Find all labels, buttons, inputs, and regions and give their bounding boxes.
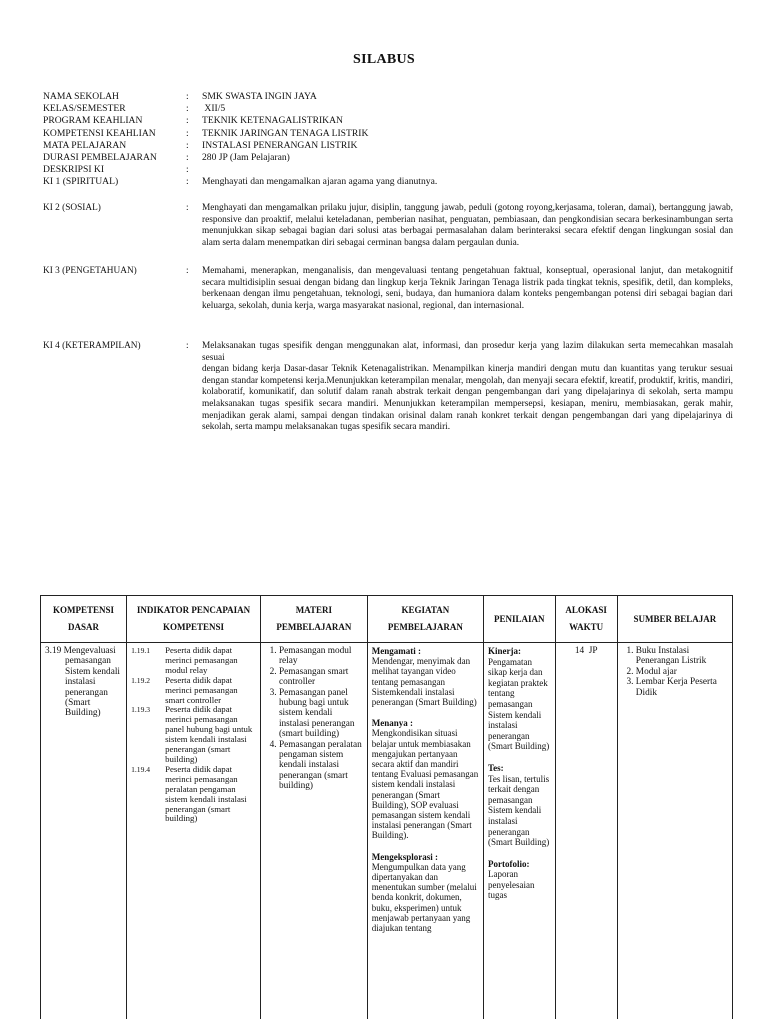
meta-row-subject (43, 140, 733, 152)
header-kegiatan: KEGIATAN PEMBELAJARAN (367, 596, 483, 643)
meta-label: MATA PELAJARAN (43, 139, 127, 151)
kegiatan-heading: Menanya : (371, 718, 414, 729)
header-materi: MATERI PEMBELAJARAN (260, 596, 367, 643)
meta-row-description (43, 164, 733, 176)
meta-colon: : (186, 127, 189, 139)
header-penilaian: PENILAIAN (483, 596, 555, 643)
kegiatan-heading: Mengeksplorasi : (371, 851, 439, 862)
alokasi-value: 14 JP (574, 646, 598, 656)
penilaian-text: Tes lisan, tertulis terkait dengan pemasangan Sistem kendali instalasi penerangan (Smart Building) (487, 773, 550, 848)
ki-text (202, 341, 733, 434)
ki-text: Memahami, menerapkan, menganalisis, dan mengevaluasi tentang pengetahuan faktual, konseptual, operasional lanjut, dan metakognitif secara multidisiplin sesuai dengan bidang dan lingkup kerja Teknik Jaringan Tenaga listrik pada tingkat teknis, spesifik, detil, dan kompleks, berkenaan dengan ilmu pengetahuan, teknologi, seni, budaya, dan humaniora dalam konteks pengembangan potensi diri sebagai bagian dari keluarga, sekolah, dunia kerja, warga masyarakat nasional, regional, dan internasional. (202, 266, 733, 311)
indicator-item (131, 705, 256, 764)
cell-materi (260, 643, 367, 1020)
meta-row-ki1 (43, 176, 733, 188)
indicator-number: 1.19.3 (131, 705, 151, 715)
meta-label: DESKRIPSI KI (43, 164, 105, 176)
syllabus-table (40, 595, 733, 1019)
indicator-item (131, 765, 256, 824)
ki2-section (43, 203, 733, 249)
header-sumber: SUMBER BELAJAR (617, 596, 732, 643)
indicator-number: 1.19.2 (131, 675, 151, 685)
meta-colon: : (186, 103, 189, 115)
indicator-item (131, 646, 256, 676)
meta-label: KELAS/SEMESTER (43, 103, 126, 115)
meta-value: TEKNIK KETENAGALISTRIKAN (202, 115, 343, 127)
meta-value: XII/5 (202, 103, 226, 115)
document-title: SILABUS (352, 52, 416, 67)
kd-text: 3.19 Mengevaluasi pemasangan Sistem kendali instalasi penerangan (Smart Building) (45, 646, 121, 719)
penilaian-heading: Portofolio: (487, 858, 530, 869)
cell-alokasi (555, 643, 617, 1020)
ki-text: Menghayati dan mengamalkan prilaku jujur, disiplin, tanggung jawab, peduli (gotong royong,kerjasama, toleran, damai), bertanggung jawab, responsive dan proaktif, melalui keteladanan, pemberian nasihat, penguatan, pembiasaan, dan pengkondisian secara berkesinambungan serta menunjukkan sikap sebagai bagian dari solusi atas berbagai permasalahan dalam berinteraksi secara efektif dengan lingkungan sosial dan alam serta dalam menempatkan diri sebagai cerminan bangsa dalam pergaulan dunia. (202, 203, 733, 248)
ki-label: KI 2 (SOSIAL) (43, 203, 101, 213)
cell-penilaian (483, 643, 555, 1020)
penilaian-block (488, 859, 551, 901)
materi-list (265, 646, 363, 792)
indicator-number: 1.19.1 (131, 646, 151, 655)
meta-row-competency (43, 128, 733, 140)
meta-section (43, 91, 733, 189)
header-kompetensi-dasar: KOMPETENSI DASAR (41, 596, 127, 643)
penilaian-heading: Tes: (487, 762, 504, 773)
penilaian-block (488, 646, 551, 752)
sumber-item: 2. Modul ajar (636, 667, 728, 677)
penilaian-text: Pengamatan sikap kerja dan kegiatan praktek tentang pemasangan Sistem kendali instalasi penerangan (Smart Building) (487, 656, 550, 752)
ki-label: KI 4 (KETERAMPILAN) (43, 341, 141, 351)
ki4-text-line1: Melaksanakan tugas spesifik dengan menggunakan alat, informasi, dan prosedur kerja yang lazim dilakukan serta memecahkan masalah sesuai (202, 341, 733, 363)
indicator-text: Peserta didik dapat merinci pemasangan panel hubung bagi untuk sistem kendali instalasi penerangan (smart building) (165, 704, 253, 764)
sumber-item: 1. Buku Instalasi Penerangan Listrik (636, 646, 728, 667)
meta-value: Menghayati dan mengamalkan ajaran agama yang dianutnya. (202, 176, 438, 188)
meta-value: TEKNIK JARINGAN TENAGA LISTRIK (202, 127, 369, 139)
ki-label: KI 3 (PENGETAHUAN) (43, 266, 137, 276)
table-row (41, 643, 733, 1020)
meta-label: NAMA SEKOLAH (43, 91, 119, 102)
kegiatan-text: Mengkondisikan situasi belajar untuk membiasakan mengajukan pertanyaan secara aktif dan mandiri tentang Evaluasi pemasangan sistem kendali instalasi penerangan (Smart Building), SOP evaluasi pemasangan sistem kendali instalasi penerangan (Smart Building). (371, 728, 479, 841)
indicator-text: Peserta didik dapat merinci pemasangan peralatan pengaman sistem kendali instalasi penerangan (smart building) (165, 763, 247, 824)
meta-colon: : (186, 152, 189, 164)
meta-colon: : (186, 164, 189, 176)
header-indikator: INDIKATOR PENCAPAIAN KOMPETENSI (127, 596, 261, 643)
kegiatan-text: Mendengar, menyimak dan melihat tayangan video tentang pemasangan Sistemkendali instalasi penerangan (Smart Building) (371, 656, 477, 708)
sumber-item: 3. Lembar Kerja Peserta Didik (636, 677, 728, 698)
meta-label: KI 1 (SPIRITUAL) (43, 176, 119, 188)
meta-colon: : (186, 341, 189, 351)
meta-value: SMK SWASTA INGIN JAYA (202, 91, 317, 102)
penilaian-heading: Kinerja: (487, 646, 521, 656)
materi-item: 4. Pemasangan peralatan pengaman sistem kendali instalasi penerangan (smart building) (279, 740, 363, 792)
header-alokasi: ALOKASI WAKTU (555, 596, 617, 643)
cell-indikator (127, 643, 261, 1020)
kegiatan-block (372, 646, 479, 707)
meta-row-school (43, 91, 733, 103)
meta-colon: : (186, 266, 189, 276)
meta-label: PROGRAM KEAHLIAN (43, 115, 143, 127)
penilaian-block (488, 763, 551, 848)
ki4-text-line2: dengan bidang kerja Dasar-dasar Teknik Ketenagalistrikan. Menampilkan kinerja mandiri dengan mutu dan kuantitas yang terukur sesuai dengan standar kompetensi kerja.Menunjukkan keterampilan menalar, mengolah, dan menyaji secara efektif, kreatif, produktif, kritis, mandiri, kolaboratif, komunikatif, dan solutif dalam ranah abstrak terkait dengan pengembangan dari yang dipelajarinya di sekolah, serta mampu melaksanakan tugas spesifik secara mandiri. Menunjukkan keterampilan mempersepsi, kesiapan, meniru, membiasakan, gerak mahir, menjadikan gerak alami, sampai dengan tindakan orisinal dalam ranah konkret terkait dengan pengembangan dari yang dipelajarinya di sekolah, serta mampu melaksanakan tugas spesifik secara mandiri. (202, 364, 733, 433)
indicator-text: Peserta didik dapat merinci pemasangan modul relay (165, 645, 238, 675)
meta-value: INSTALASI PENERANGAN LISTRIK (202, 139, 358, 151)
penilaian-text: Laporan penyelesaian tugas (487, 869, 535, 901)
sumber-list (622, 646, 728, 698)
meta-label: DURASI PEMBELAJARAN (43, 152, 157, 164)
meta-colon: : (186, 115, 189, 127)
ki3-section (43, 266, 733, 312)
kegiatan-heading: Mengamati : (371, 646, 422, 656)
kegiatan-text: Mengumpulkan data yang dipertanyakan dan menentukan sumber (melalui benda konkrit, dokumen, buku, eksperimen) untuk menjawab pertanyaan yang diajukan tentang (371, 861, 477, 934)
meta-colon: : (186, 139, 189, 151)
meta-value: 280 JP (Jam Pelajaran) (202, 152, 290, 164)
materi-item: 3. Pemasangan panel hubung bagi untuk sistem kendali instalasi penerangan (smart building) (279, 688, 363, 740)
table-header-row (41, 596, 733, 643)
meta-colon: : (186, 203, 189, 213)
meta-colon: : (186, 176, 189, 188)
cell-sumber (617, 643, 732, 1020)
kegiatan-block (372, 852, 479, 934)
ki4-section (43, 341, 733, 434)
indicator-text: Peserta didik dapat merinci pemasangan smart controller (165, 674, 238, 705)
meta-row-program (43, 115, 733, 127)
materi-item: 2. Pemasangan smart controller (279, 667, 363, 688)
indicator-number: 1.19.4 (131, 764, 151, 774)
meta-row-duration (43, 152, 733, 164)
indicator-item (131, 676, 256, 706)
meta-label: KOMPETENSI KEAHLIAN (43, 127, 156, 139)
materi-item: 1. Pemasangan modul relay (279, 646, 363, 667)
cell-kompetensi-dasar (41, 643, 127, 1020)
meta-row-class (43, 103, 733, 115)
meta-colon: : (186, 91, 189, 102)
kegiatan-block (372, 718, 479, 840)
cell-kegiatan (367, 643, 483, 1020)
